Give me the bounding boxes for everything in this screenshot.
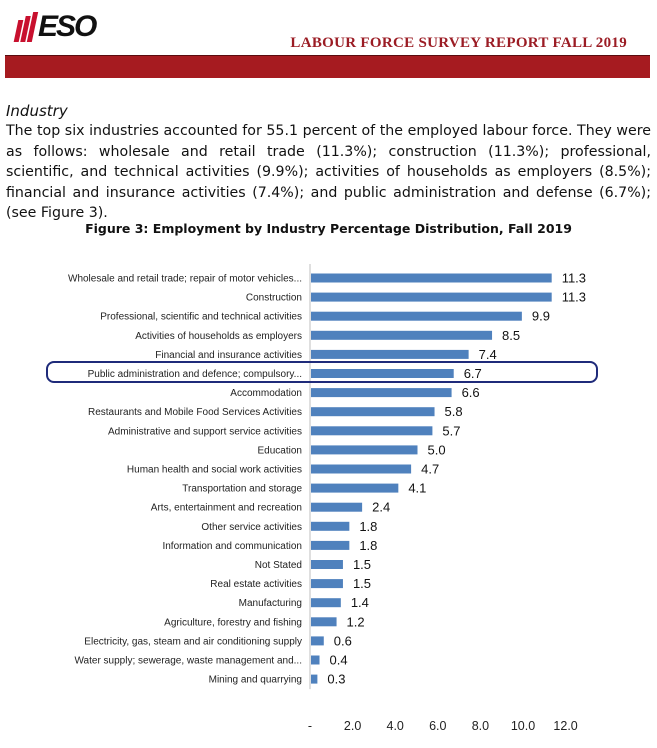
figure-title: Figure 3: Employment by Industry Percentage Distribution, Fall 2019 <box>85 221 572 236</box>
bar <box>311 331 492 340</box>
bar <box>311 541 349 550</box>
eso-logo <box>12 8 112 42</box>
bar <box>311 560 343 569</box>
industry-bar-chart <box>0 250 657 748</box>
category-label: Accommodation <box>230 388 302 400</box>
category-label: Agriculture, forestry and fishing <box>164 617 302 629</box>
bar <box>311 503 362 512</box>
x-tick-label: 2.0 <box>343 719 362 733</box>
header-band <box>5 55 650 78</box>
highlight-box <box>46 361 598 383</box>
value-label: 6.7 <box>463 366 482 381</box>
bar <box>311 484 398 493</box>
category-label: Water supply; sewerage, waste management and... <box>74 655 302 667</box>
value-label: 4.1 <box>408 480 427 496</box>
category-label: Financial and insurance activities <box>155 349 302 361</box>
value-label: 0.3 <box>327 671 346 687</box>
value-label: 2.4 <box>372 499 391 515</box>
value-label: 8.5 <box>502 327 521 343</box>
bar <box>311 636 324 645</box>
value-label: 1.8 <box>359 518 378 534</box>
bar <box>311 675 317 684</box>
bar <box>311 445 418 454</box>
category-label: Restaurants and Mobile Food Services Activities <box>88 407 302 419</box>
bar <box>311 579 343 588</box>
value-label: 0.4 <box>329 652 348 668</box>
value-label: 1.5 <box>352 576 372 592</box>
report-title: LABOUR FORCE SURVEY REPORT FALL 2019 <box>290 35 627 51</box>
bar <box>311 465 411 474</box>
category-label: Wholesale and retail trade; repair of motor vehicles... <box>68 273 302 285</box>
bar <box>311 617 337 626</box>
category-label: Activities of households as employers <box>135 330 302 342</box>
category-label: Construction <box>245 292 302 304</box>
category-label: Arts, entertainment and recreation <box>150 502 302 514</box>
bar <box>311 656 320 665</box>
x-tick-label: 12.0 <box>553 719 578 733</box>
category-label: Administrative and support service activities <box>108 426 302 438</box>
value-label: 6.6 <box>461 385 480 401</box>
bar <box>311 388 452 397</box>
category-label: Mining and quarrying <box>208 674 302 686</box>
x-tick-label: 6.0 <box>429 719 447 733</box>
value-label: 5.7 <box>442 423 461 439</box>
section-paragraph: The top six industries accounted for 55.1 percent of the employed labour force. They were as follows: wholesale and retail trade (11.3%); construction (11.3%); professional, scientific, and technical activities (9.9%); activities of households as employers (8.5%); financial and insurance activities (7.4%); and public administration and defense (6.7%); (see Figure 3). <box>6 123 651 221</box>
category-label: Education <box>257 445 302 457</box>
value-label: 11.3 <box>561 270 587 286</box>
value-label: 1.8 <box>359 537 378 553</box>
x-tick-label: 10.0 <box>510 719 536 733</box>
value-label: 7.4 <box>478 346 497 362</box>
x-tick-label: 4.0 <box>386 719 404 733</box>
bar <box>311 312 522 321</box>
value-label: 0.6 <box>333 633 352 649</box>
category-label: Public administration and defence; compulsory... <box>87 369 302 380</box>
bar <box>311 522 349 531</box>
value-label: 5.0 <box>427 442 446 458</box>
value-label: 4.7 <box>421 461 440 477</box>
bar <box>311 350 469 359</box>
category-label: Not Stated <box>254 560 302 571</box>
category-label: Manufacturing <box>238 598 302 610</box>
category-label: Information and communication <box>162 540 302 552</box>
category-label: Professional, scientific and technical activities <box>100 311 302 323</box>
category-label: Human health and social work activities <box>126 464 302 476</box>
x-tick-label: 8.0 <box>471 719 490 733</box>
value-label: 1.4 <box>350 595 369 611</box>
value-label: 1.5 <box>352 557 372 572</box>
x-tick-label: - <box>307 719 313 733</box>
category-label: Electricity, gas, steam and air conditioning supply <box>84 636 302 648</box>
bar <box>311 293 552 302</box>
bar <box>311 274 552 283</box>
category-label: Transportation and storage <box>182 483 302 495</box>
category-label: Other service activities <box>201 521 302 533</box>
bar <box>311 407 435 416</box>
bar <box>311 598 341 607</box>
section-title: Industry <box>6 102 68 120</box>
logo-text: ESO <box>38 10 96 43</box>
category-label: Real estate activities <box>210 579 302 591</box>
value-label: 11.3 <box>561 289 587 305</box>
bar <box>311 426 432 435</box>
value-label: 5.8 <box>444 404 463 420</box>
value-label: 9.9 <box>531 308 550 324</box>
value-label: 1.2 <box>346 614 365 630</box>
